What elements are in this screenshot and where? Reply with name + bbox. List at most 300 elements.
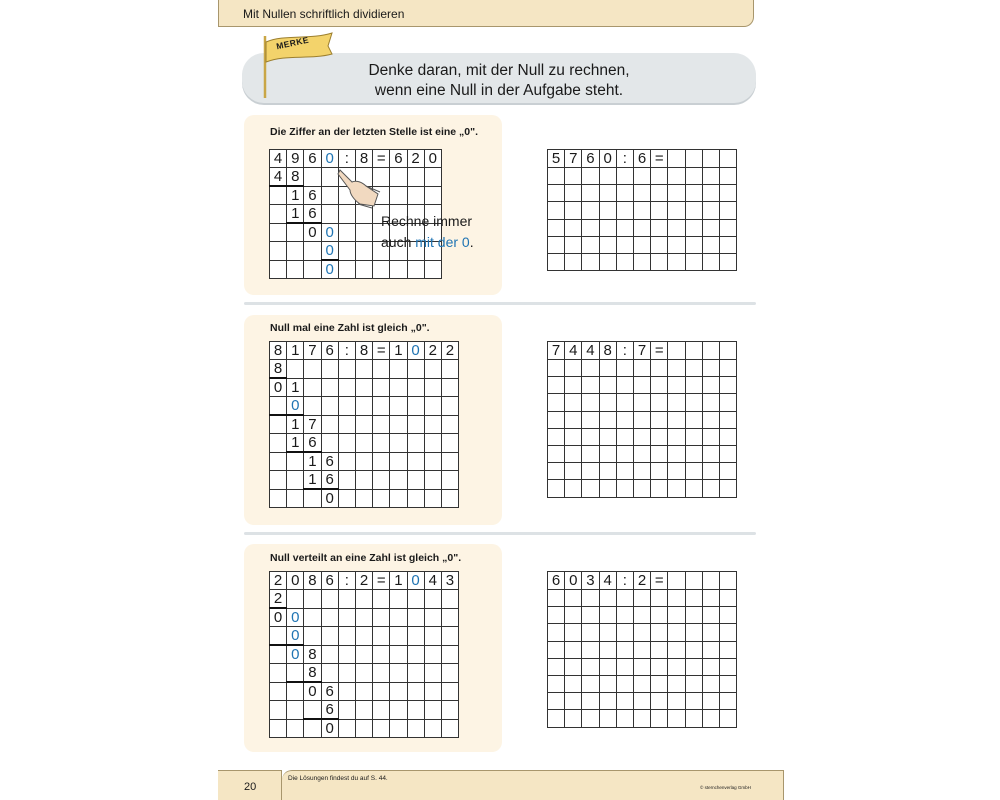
grid-cell[interactable] [702,168,719,185]
grid-cell[interactable] [582,710,599,727]
grid-cell[interactable] [651,253,668,270]
grid-cell[interactable] [685,185,702,202]
grid-cell[interactable] [685,675,702,692]
grid-cell[interactable] [616,253,633,270]
grid-cell[interactable] [548,253,565,270]
grid-cell[interactable] [616,411,633,428]
grid-cell [424,489,441,508]
grid-cell[interactable] [685,377,702,394]
grid-cell[interactable] [685,658,702,675]
grid-cell[interactable] [633,445,650,462]
grid-cell[interactable] [565,360,582,377]
grid-cell[interactable] [685,394,702,411]
grid-cell[interactable]: 7 [548,342,565,360]
grid-cell[interactable] [668,377,685,394]
grid-cell: 6 [390,150,407,168]
grid-cell[interactable] [651,590,668,607]
grid-cell[interactable] [719,624,736,641]
grid-cell[interactable]: 2 [633,572,650,590]
grid-cell[interactable] [685,236,702,253]
grid-cell[interactable] [548,236,565,253]
grid-cell[interactable] [548,590,565,607]
grid-cell[interactable] [565,590,582,607]
grid-cell[interactable] [685,480,702,497]
grid-cell[interactable] [616,590,633,607]
grid-cell[interactable] [548,445,565,462]
grid-cell[interactable] [582,480,599,497]
grid-cell[interactable] [633,185,650,202]
grid-cell[interactable] [685,342,702,360]
grid-cell[interactable] [616,607,633,624]
grid-cell[interactable] [616,445,633,462]
grid-cell[interactable] [616,641,633,658]
grid-cell[interactable] [702,693,719,710]
grid-cell[interactable] [633,710,650,727]
grid-cell[interactable] [685,693,702,710]
grid-cell[interactable]: = [651,342,668,360]
grid-cell[interactable] [651,463,668,480]
grid-cell[interactable] [633,624,650,641]
grid-cell[interactable] [599,624,616,641]
grid-cell[interactable] [599,411,616,428]
grid-cell[interactable] [599,675,616,692]
grid-cell[interactable] [668,150,685,168]
grid-cell[interactable] [651,480,668,497]
grid-cell[interactable] [702,675,719,692]
grid-cell[interactable] [582,607,599,624]
grid-cell[interactable] [633,463,650,480]
grid-cell[interactable] [565,202,582,219]
grid-cell[interactable] [668,202,685,219]
grid-cell[interactable] [651,219,668,236]
grid-cell[interactable] [685,150,702,168]
grid-cell[interactable] [668,411,685,428]
grid-cell[interactable] [599,658,616,675]
grid-cell[interactable] [668,168,685,185]
grid-cell[interactable] [565,411,582,428]
grid-cell[interactable] [719,360,736,377]
grid-cell[interactable] [548,168,565,185]
grid-cell[interactable] [719,253,736,270]
grid-cell[interactable] [633,428,650,445]
grid-cell[interactable] [548,480,565,497]
grid-cell[interactable] [685,428,702,445]
grid-cell[interactable] [548,394,565,411]
grid-cell[interactable] [685,590,702,607]
grid-cell [407,682,424,701]
grid-cell[interactable]: : [616,150,633,168]
grid-cell[interactable] [685,641,702,658]
grid-cell[interactable] [668,572,685,590]
grid-cell[interactable] [548,693,565,710]
grid-cell[interactable] [582,590,599,607]
grid-cell[interactable] [616,394,633,411]
grid-cell[interactable]: 6 [548,572,565,590]
grid-cell[interactable]: 7 [565,150,582,168]
grid-cell[interactable] [548,624,565,641]
grid-cell[interactable] [548,202,565,219]
grid-cell[interactable] [599,693,616,710]
grid-cell[interactable] [633,480,650,497]
grid-cell[interactable] [702,185,719,202]
grid-cell[interactable]: 8 [599,342,616,360]
grid-cell[interactable] [668,480,685,497]
grid-cell[interactable] [616,202,633,219]
grid-cell[interactable] [582,658,599,675]
grid-cell[interactable] [702,219,719,236]
grid-cell[interactable] [719,411,736,428]
grid-cell[interactable] [565,641,582,658]
grid-cell[interactable] [651,607,668,624]
grid-cell[interactable] [633,377,650,394]
grid-cell[interactable] [599,185,616,202]
grid-cell[interactable] [599,641,616,658]
grid-cell[interactable] [548,463,565,480]
grid-cell [270,415,287,434]
grid-cell[interactable] [651,202,668,219]
grid-cell[interactable] [633,219,650,236]
grid-cell[interactable] [633,675,650,692]
grid-cell[interactable] [565,428,582,445]
grid-cell[interactable]: 0 [599,150,616,168]
grid-cell[interactable] [633,641,650,658]
grid-cell[interactable] [668,675,685,692]
grid-cell[interactable] [668,219,685,236]
grid-cell [373,452,390,471]
grid-cell[interactable] [548,675,565,692]
grid-cell[interactable] [719,572,736,590]
grid-cell[interactable]: 7 [633,342,650,360]
grid-cell[interactable] [565,624,582,641]
grid-cell[interactable] [685,219,702,236]
grid-cell[interactable] [719,480,736,497]
grid-cell[interactable] [668,590,685,607]
grid-cell[interactable] [582,624,599,641]
grid-cell[interactable] [668,693,685,710]
grid-cell[interactable] [633,607,650,624]
grid-cell[interactable] [668,236,685,253]
grid-cell[interactable] [719,428,736,445]
grid-cell[interactable] [599,710,616,727]
grid-cell[interactable] [582,168,599,185]
grid-cell[interactable] [702,590,719,607]
grid-cell[interactable] [685,168,702,185]
grid-cell[interactable] [685,253,702,270]
grid-cell[interactable] [599,168,616,185]
grid-cell[interactable] [702,607,719,624]
grid-cell[interactable]: 4 [565,342,582,360]
grid-cell[interactable]: 3 [582,572,599,590]
grid-cell[interactable] [668,342,685,360]
grid-cell[interactable] [685,572,702,590]
grid-cell[interactable] [548,710,565,727]
grid-cell[interactable] [719,710,736,727]
grid-cell[interactable] [548,360,565,377]
grid-cell [270,205,287,224]
grid-cell[interactable] [565,168,582,185]
grid-cell[interactable] [616,693,633,710]
grid-cell[interactable] [702,360,719,377]
grid-cell[interactable] [616,710,633,727]
grid-cell[interactable] [599,590,616,607]
grid-cell[interactable] [651,675,668,692]
grid-cell[interactable] [651,394,668,411]
grid-cell[interactable] [565,607,582,624]
grid-cell[interactable] [719,607,736,624]
grid-cell[interactable] [685,202,702,219]
grid-cell [338,590,355,609]
exercise-grid-2[interactable] [547,341,737,498]
grid-cell[interactable] [582,411,599,428]
grid-cell[interactable] [719,168,736,185]
grid-cell[interactable]: 0 [565,572,582,590]
grid-cell[interactable] [616,185,633,202]
grid-cell[interactable] [668,445,685,462]
grid-cell[interactable] [565,463,582,480]
grid-cell[interactable] [548,428,565,445]
grid-cell[interactable] [616,658,633,675]
grid-cell[interactable]: 5 [548,150,565,168]
grid-cell[interactable]: 4 [582,342,599,360]
grid-cell[interactable] [548,219,565,236]
grid-cell[interactable]: = [651,150,668,168]
exercise-grid-3[interactable] [547,571,737,728]
grid-cell[interactable] [651,641,668,658]
grid-cell[interactable] [633,360,650,377]
grid-cell[interactable] [616,624,633,641]
grid-cell[interactable] [565,236,582,253]
grid-cell[interactable] [565,219,582,236]
grid-cell[interactable] [719,463,736,480]
grid-cell[interactable] [651,445,668,462]
grid-cell[interactable] [702,236,719,253]
grid-cell: 0 [287,627,304,646]
grid-cell[interactable] [668,394,685,411]
grid-cell[interactable] [616,428,633,445]
grid-cell[interactable] [702,377,719,394]
grid-cell[interactable] [633,394,650,411]
grid-cell[interactable] [702,253,719,270]
grid-cell[interactable] [668,463,685,480]
grid-cell[interactable] [651,360,668,377]
grid-cell[interactable] [599,236,616,253]
grid-cell[interactable] [616,480,633,497]
grid-cell[interactable]: 4 [599,572,616,590]
grid-cell[interactable] [599,480,616,497]
grid-cell [373,378,390,397]
grid-cell[interactable] [702,572,719,590]
grid-cell[interactable] [582,463,599,480]
grid-cell[interactable] [668,185,685,202]
grid-cell[interactable] [582,445,599,462]
grid-cell[interactable] [685,607,702,624]
grid-cell[interactable] [633,590,650,607]
grid-cell [407,397,424,416]
grid-cell[interactable] [548,377,565,394]
grid-cell[interactable] [719,202,736,219]
grid-cell[interactable] [565,658,582,675]
grid-cell[interactable] [685,360,702,377]
grid-cell[interactable] [719,219,736,236]
grid-cell[interactable] [599,607,616,624]
section-3-label: Null verteilt an eine Zahl ist gleich „0". [270,552,462,564]
grid-cell[interactable]: = [651,572,668,590]
grid-cell[interactable] [685,463,702,480]
grid-cell[interactable] [702,463,719,480]
grid-cell[interactable] [651,185,668,202]
grid-cell[interactable] [719,675,736,692]
grid-cell[interactable] [702,411,719,428]
grid-cell[interactable] [633,202,650,219]
grid-cell[interactable] [548,658,565,675]
grid-cell[interactable] [702,202,719,219]
grid-cell[interactable] [582,236,599,253]
grid-cell[interactable] [702,445,719,462]
grid-cell[interactable] [599,394,616,411]
grid-cell[interactable] [582,253,599,270]
grid-cell[interactable] [651,428,668,445]
grid-cell[interactable] [548,641,565,658]
grid-cell[interactable]: 6 [633,150,650,168]
grid-cell[interactable] [565,710,582,727]
grid-cell[interactable] [582,202,599,219]
grid-cell[interactable] [565,693,582,710]
grid-cell[interactable] [633,253,650,270]
grid-cell[interactable] [719,394,736,411]
grid-cell[interactable] [548,185,565,202]
grid-cell[interactable] [651,168,668,185]
grid-cell[interactable] [633,411,650,428]
grid-cell[interactable] [668,658,685,675]
grid-cell[interactable] [668,428,685,445]
grid-cell[interactable] [582,675,599,692]
grid-cell[interactable] [599,219,616,236]
grid-cell[interactable] [599,445,616,462]
grid-cell[interactable] [633,693,650,710]
grid-cell[interactable] [582,693,599,710]
grid-cell[interactable] [651,658,668,675]
grid-cell[interactable] [582,377,599,394]
grid-cell[interactable] [582,185,599,202]
grid-cell[interactable] [599,428,616,445]
grid-cell[interactable] [651,411,668,428]
grid-cell [424,627,441,646]
grid-cell[interactable] [651,624,668,641]
grid-cell [355,471,372,490]
grid-cell[interactable] [702,641,719,658]
grid-cell[interactable] [719,342,736,360]
grid-cell[interactable] [582,219,599,236]
grid-cell[interactable] [582,641,599,658]
grid-cell: 0 [287,608,304,627]
grid-cell[interactable] [719,236,736,253]
grid-cell[interactable] [702,658,719,675]
grid-cell[interactable] [548,607,565,624]
grid-cell[interactable] [668,710,685,727]
grid-cell[interactable] [651,693,668,710]
grid-cell[interactable] [616,360,633,377]
grid-cell[interactable] [616,168,633,185]
grid-cell[interactable] [633,658,650,675]
grid-cell[interactable] [719,641,736,658]
grid-cell[interactable] [668,624,685,641]
grid-cell: 0 [407,342,424,360]
grid-cell[interactable] [651,236,668,253]
grid-cell[interactable] [565,480,582,497]
grid-cell[interactable] [599,202,616,219]
grid-cell[interactable] [616,675,633,692]
grid-cell[interactable] [599,463,616,480]
grid-cell[interactable] [702,710,719,727]
grid-cell: : [338,342,355,360]
grid-cell[interactable] [582,360,599,377]
grid-cell[interactable] [668,607,685,624]
grid-cell[interactable] [599,377,616,394]
grid-cell[interactable] [702,428,719,445]
grid-cell[interactable] [685,445,702,462]
grid-cell[interactable] [702,150,719,168]
grid-cell[interactable] [685,411,702,428]
grid-cell[interactable] [565,675,582,692]
grid-cell[interactable] [685,624,702,641]
grid-cell[interactable] [565,377,582,394]
grid-cell[interactable] [616,463,633,480]
grid-cell[interactable] [548,411,565,428]
grid-cell[interactable] [616,236,633,253]
grid-cell[interactable] [668,253,685,270]
merke-flag-label: MERKE [275,34,310,52]
grid-cell[interactable] [719,150,736,168]
grid-cell[interactable] [719,693,736,710]
grid-cell[interactable] [702,342,719,360]
exercise-grid-1[interactable] [547,149,737,271]
grid-cell[interactable] [599,253,616,270]
grid-cell[interactable] [702,394,719,411]
grid-cell[interactable] [668,641,685,658]
grid-cell[interactable] [616,219,633,236]
grid-cell[interactable] [702,480,719,497]
grid-cell[interactable] [582,428,599,445]
grid-cell[interactable] [719,590,736,607]
grid-cell: 1 [304,471,321,490]
grid-cell[interactable] [651,377,668,394]
grid-cell[interactable] [582,394,599,411]
grid-cell[interactable] [719,658,736,675]
grid-cell: 8 [304,572,321,590]
grid-cell[interactable] [599,360,616,377]
grid-cell[interactable] [651,710,668,727]
grid-cell[interactable] [616,377,633,394]
grid-cell[interactable] [565,445,582,462]
grid-cell[interactable] [565,394,582,411]
grid-cell[interactable]: : [616,342,633,360]
grid-cell[interactable] [719,185,736,202]
grid-cell[interactable] [702,624,719,641]
grid-cell[interactable] [685,710,702,727]
grid-row [548,463,737,480]
grid-cell [390,645,407,664]
grid-cell[interactable] [633,168,650,185]
grid-cell[interactable] [719,377,736,394]
grid-cell[interactable] [668,360,685,377]
grid-cell [390,664,407,683]
grid-cell[interactable]: : [616,572,633,590]
grid-cell[interactable] [565,185,582,202]
grid-cell[interactable] [565,253,582,270]
grid-cell[interactable] [719,445,736,462]
grid-cell[interactable]: 6 [582,150,599,168]
grid-cell[interactable] [633,236,650,253]
